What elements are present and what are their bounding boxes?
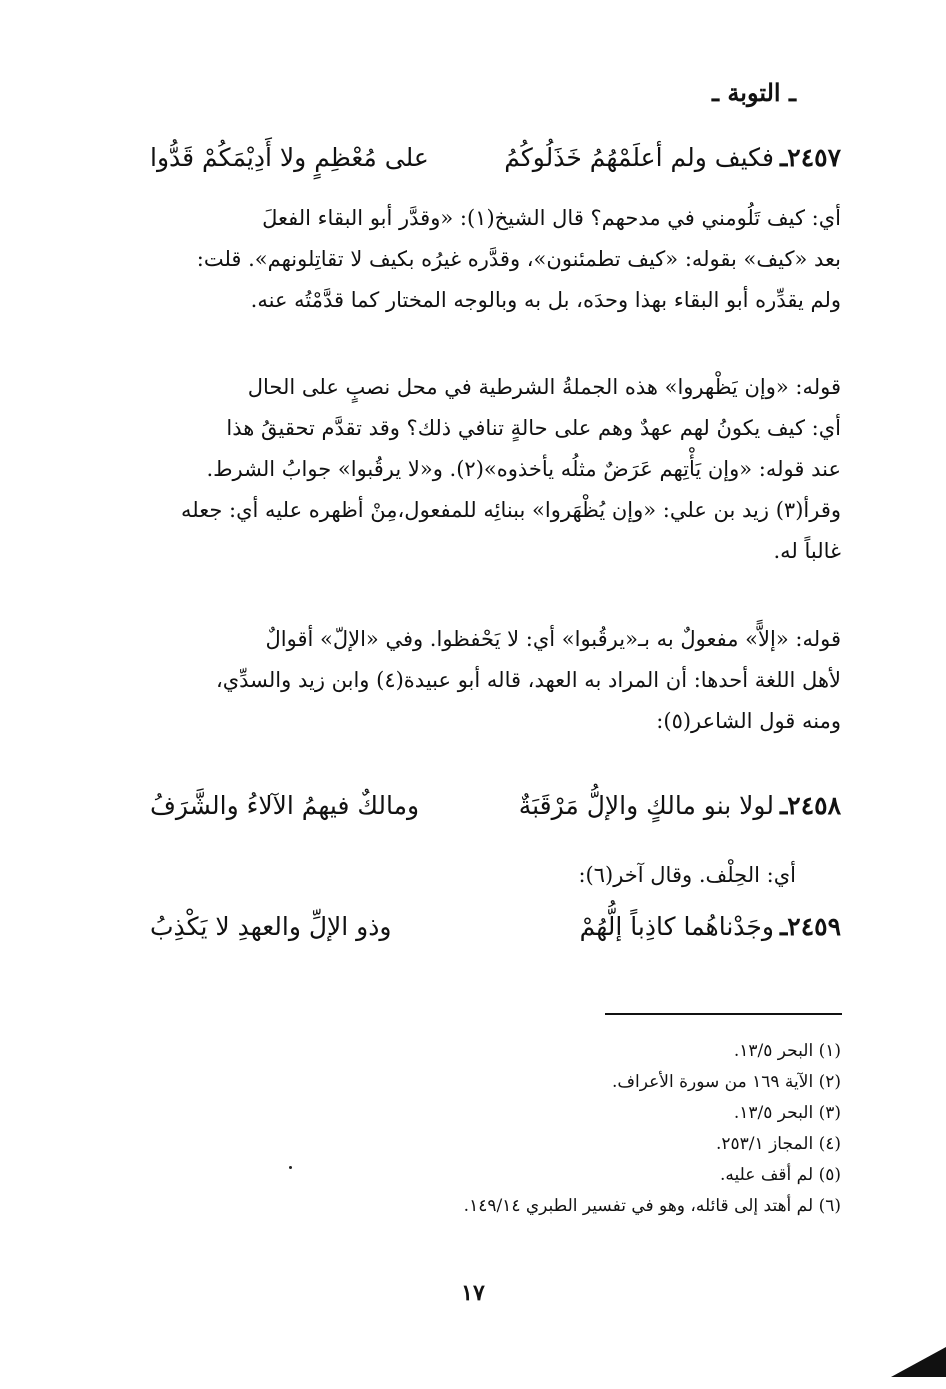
verse-number: ٢٤٥٧ـ [779,143,841,172]
verse-number: ٢٤٥٨ـ [779,791,841,820]
verse-hemistich-1: وجَدْناهُما كاذِباً إلُّهُمْ [579,912,774,941]
paragraph-1 [150,198,841,321]
footnote-3: (٣) البحر ١٣/٥. [733,1103,841,1123]
verse-2458 [150,786,841,826]
page-corner-mark [891,1347,946,1377]
paragraph-line: عند قوله: «وإن يَأْتِهم عَرَضٌ مثلُه يأخذوه»(٢). و«لا يرقُبوا» جوابُ الشرط. [206,457,841,481]
running-header: ـ التوبة ـ [712,78,796,107]
page-number: ١٧ [461,1280,485,1306]
verse-hemistich-2: ومالكٌ فيهمُ الآلاءُ والشَّرَفُ [150,791,420,820]
verse-2457 [150,138,841,178]
paragraph-line: غالباً له. [773,539,841,563]
paragraph-line: وقرأ(٣) زيد بن علي: «وإن يُظْهَروا» ببنائِه للمفعول،مِنْ أظهره عليه أي: جعله [181,498,841,522]
verse-number: ٢٤٥٩ـ [779,912,841,941]
paragraph-line: ومنه قول الشاعر(٥): [656,709,841,733]
paragraph-line: ولم يقدِّره أبو البقاء بهذا وحدَه، بل به وبالوجه المختار كما قدَّمْتُه عنه. [250,288,841,312]
footnote-5: (٥) لم أقف عليه. [720,1165,841,1185]
verse-hemistich-1: فكيف ولم أعلَمْهُمُ خَذَلُوكُمُ [504,143,774,172]
footnote-divider [605,1013,842,1015]
footnote-1: (١) البحر ١٣/٥. [733,1041,841,1061]
footnote-2: (٢) الآية ١٦٩ من سورة الأعراف. [612,1072,841,1092]
verse-2459 [150,907,841,947]
paragraph-2 [150,367,841,572]
paragraph-line: قوله: «وإن يَظْهروا» هذه الجملةُ الشرطية في محل نصبٍ على الحال [247,375,841,399]
footnote-6: (٦) لم أهتد إلى قائله، وهو في تفسير الطبري ١٤٩/١٤. [463,1196,841,1216]
paragraph-line: أي: كيف يكونُ لهم عهدٌ وهم على حالةٍ تنافي ذلك؟ وقد تقدَّم تحقيقُ هذا [226,416,841,440]
verse-hemistich-1: لولا بنو مالكٍ والإلُّ مَرْقَبَةٌ [518,791,774,820]
paragraph-line: قوله: «إلاًّ» مفعولٌ به بـ«يرقُبوا» أي: لا يَحْفظوا. وفي «الإلّ» أقوالٌ [265,627,841,651]
verse-hemistich-2: وذو الإلِّ والعهدِ لا يَكْذِبُ [150,912,392,941]
footnotes [380,1036,841,1222]
footnote-4: (٤) المجاز ٢٥٣/١. [716,1134,841,1154]
verse-hemistich-2: على مُعْظِمٍ ولا أَدِيْمَكُمْ قَدُّوا [150,143,429,172]
paragraph-line: أي: كيف تَلُومني في مدحهم؟ قال الشيخ(١): «وقدَّر أبو البقاء الفعلَ [262,206,841,230]
paragraph-line: لأهل اللغة أحدها: أن المراد به العهد، قاله أبو عبيدة(٤) وابن زيد والسدِّي، [215,668,841,692]
paragraph-3 [150,619,841,742]
scan-speck [289,1166,292,1169]
paragraph-line: بعد «كيف» بقوله: «كيف تطمئنون»، وقدَّره غيرُه بكيف لا تقاتِلونهم». قلت: [196,247,841,271]
paragraph-4: أي: الحِلْف. وقال آخر(٦): [578,863,796,887]
